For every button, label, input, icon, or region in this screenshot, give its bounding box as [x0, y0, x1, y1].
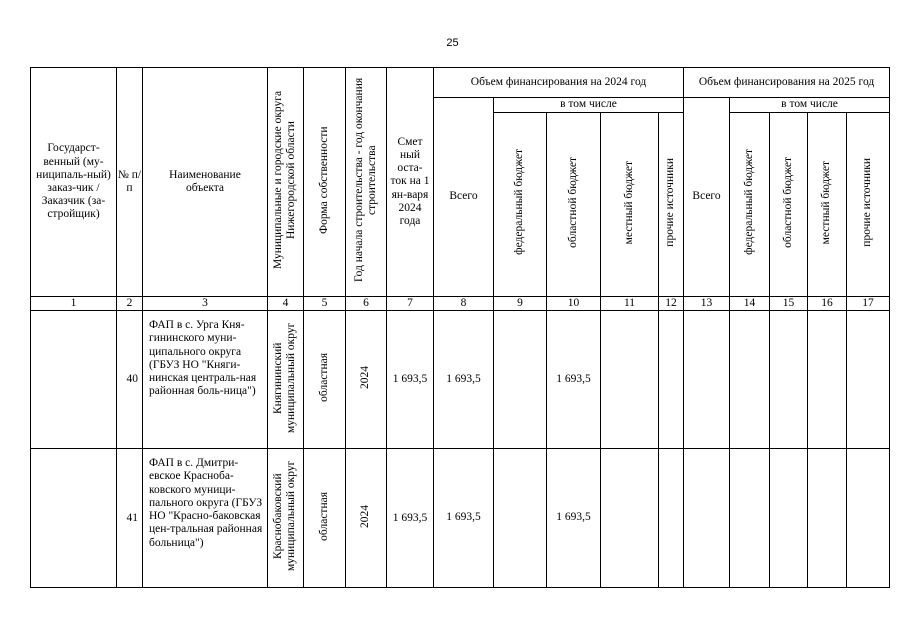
- other-2025-header: прочие источники: [847, 113, 890, 297]
- remaining-cell: 1 693,5: [387, 311, 434, 449]
- column-number: 7: [387, 297, 434, 311]
- ownership-cell: областная: [304, 311, 346, 449]
- local-2025-header: местный бюджет: [808, 113, 847, 297]
- column-number: 4: [268, 297, 304, 311]
- column-number: 17: [847, 297, 890, 311]
- regional-2024-cell: 1 693,5: [547, 311, 601, 449]
- column-number: 13: [684, 297, 730, 311]
- number-header: № п/ п: [117, 68, 143, 297]
- total-2024-cell: 1 693,5: [434, 311, 494, 449]
- federal-2024-cell: [494, 449, 547, 588]
- incl-2025-header: в том числе: [730, 98, 890, 113]
- ownership-header: Форма собственности: [304, 68, 346, 297]
- remaining-cell: 1 693,5: [387, 449, 434, 588]
- years-header: Год начала строительства - год окончания строительства: [346, 68, 387, 297]
- incl-2024-header: в том числе: [494, 98, 684, 113]
- federal-2025-cell: [730, 311, 770, 449]
- federal-2024-header: федеральный бюджет: [494, 113, 547, 297]
- regional-2025-cell: [770, 311, 808, 449]
- regional-2024-cell: 1 693,5: [547, 449, 601, 588]
- column-number-row: [31, 297, 890, 311]
- regional-2024-header: областной бюджет: [547, 113, 601, 297]
- financing-table: [30, 67, 890, 588]
- ownership-cell: областная: [304, 449, 346, 588]
- object-name: ФАП в с. Дмитри-евское Краснoба-ковского муници-пального округа (ГБУЗ НО "Красно-баковская цен-тральная районная больница"): [143, 449, 268, 588]
- municipality-header: Муниципальные и городские округа Нижегородской области: [268, 68, 304, 297]
- column-number: 6: [346, 297, 387, 311]
- column-number: 8: [434, 297, 494, 311]
- column-number: 15: [770, 297, 808, 311]
- total-2025-header: Всего: [684, 98, 730, 297]
- local-2025-cell: [808, 311, 847, 449]
- years-cell: 2024: [346, 311, 387, 449]
- other-2024-cell: [659, 449, 684, 588]
- total-2024-cell: 1 693,5: [434, 449, 494, 588]
- regional-2025-cell: [770, 449, 808, 588]
- column-number: 1: [31, 297, 117, 311]
- federal-2025-cell: [730, 449, 770, 588]
- object-name-header: Наименование объекта: [143, 68, 268, 297]
- customer-header: Государст-венный (му-ниципаль-ный) заказ-чик / Заказчик (за-стройщик): [31, 68, 117, 297]
- local-2024-header: местный бюджет: [601, 113, 659, 297]
- funding-2025-header: Объем финансирования на 2025 год: [684, 68, 890, 98]
- total-2024-header: Всего: [434, 98, 494, 297]
- page-number: 25: [446, 37, 459, 49]
- local-2024-cell: [601, 449, 659, 588]
- header-row: [31, 68, 890, 98]
- total-2025-cell: [684, 449, 730, 588]
- other-2025-cell: [847, 311, 890, 449]
- column-number: 5: [304, 297, 346, 311]
- column-number: 11: [601, 297, 659, 311]
- column-number: 10: [547, 297, 601, 311]
- row-number: 40: [117, 311, 143, 449]
- other-2024-header: прочие источники: [659, 113, 684, 297]
- municipality-cell: Краснобаковский муниципальный округ: [268, 449, 304, 588]
- remaining-header: Смет ный оста-ток на 1 ян-варя 2024 года: [387, 68, 434, 297]
- total-2025-cell: [684, 311, 730, 449]
- federal-2025-header: федеральный бюджет: [730, 113, 770, 297]
- customer-cell: [31, 449, 117, 588]
- customer-cell: [31, 311, 117, 449]
- regional-2025-header: областной бюджет: [770, 113, 808, 297]
- funding-2024-header: Объем финансирования на 2024 год: [434, 68, 684, 98]
- column-number: 14: [730, 297, 770, 311]
- column-number: 9: [494, 297, 547, 311]
- table-row: [31, 449, 890, 588]
- other-2025-cell: [847, 449, 890, 588]
- municipality-cell: Княгининский муниципальный округ: [268, 311, 304, 449]
- federal-2024-cell: [494, 311, 547, 449]
- column-number: 2: [117, 297, 143, 311]
- row-number: 41: [117, 449, 143, 588]
- column-number: 3: [143, 297, 268, 311]
- other-2024-cell: [659, 311, 684, 449]
- column-number: 12: [659, 297, 684, 311]
- object-name: ФАП в с. Урга Кня-гининского муни-ципального округа (ГБУЗ НО "Княги-нинская централь-ная районная боль-ница"): [143, 311, 268, 449]
- years-cell: 2024: [346, 449, 387, 588]
- table-row: [31, 311, 890, 449]
- local-2024-cell: [601, 311, 659, 449]
- column-number: 16: [808, 297, 847, 311]
- local-2025-cell: [808, 449, 847, 588]
